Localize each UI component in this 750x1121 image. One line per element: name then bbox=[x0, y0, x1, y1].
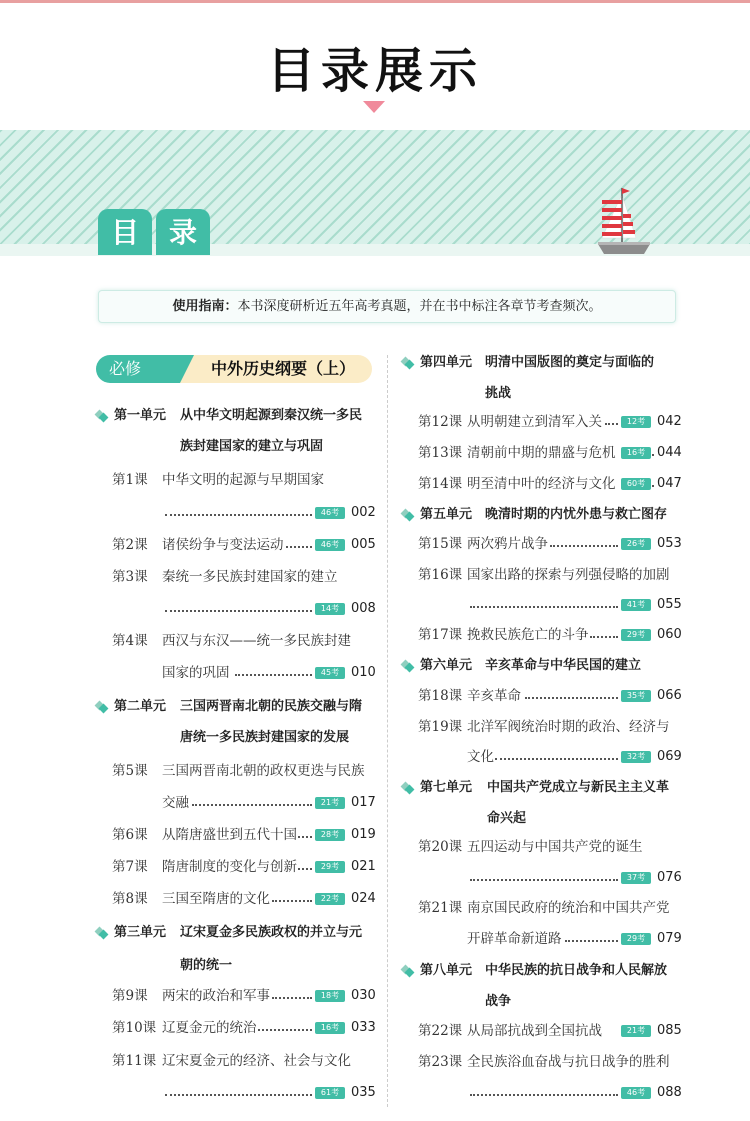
exam-count-badge: 32考 bbox=[621, 751, 651, 763]
unit-number: 第二单元 bbox=[114, 699, 167, 714]
lesson-title: 北洋军阀统治时期的政治、经济与 bbox=[467, 719, 670, 735]
page-number: 053 bbox=[657, 536, 682, 551]
lesson-title: 辽宋夏金元的经济、社会与文化 bbox=[162, 1053, 351, 1069]
dot-leader bbox=[272, 900, 312, 902]
exam-count-badge: 61考 bbox=[315, 1087, 345, 1099]
page-title: 目录展示 bbox=[266, 43, 483, 99]
exam-count-badge: 41考 bbox=[621, 599, 651, 611]
dot-leader bbox=[565, 940, 618, 942]
exam-count-badge: 29考 bbox=[315, 861, 345, 873]
lesson-number: 第17课 bbox=[418, 627, 463, 643]
lesson-number: 第18课 bbox=[418, 688, 463, 704]
lesson-title-cont: 开辟革命新道路 bbox=[467, 931, 562, 947]
lesson-title: 明至清中叶的经济与文化 bbox=[467, 476, 616, 492]
lesson-title: 挽救民族危亡的斗争 bbox=[467, 627, 589, 643]
dot-leader bbox=[470, 1094, 618, 1096]
page-number: 024 bbox=[351, 891, 376, 906]
sailboat-icon bbox=[592, 184, 654, 256]
lesson-number: 第14课 bbox=[418, 476, 463, 492]
lesson-number: 第16课 bbox=[418, 567, 463, 583]
unit-title-cont: 唐统一多民族封建国家的发展 bbox=[180, 730, 350, 745]
lesson-title: 隋唐制度的变化与创新 bbox=[162, 859, 297, 875]
diamond-bullet-icon bbox=[402, 358, 414, 370]
page-number: 033 bbox=[351, 1020, 376, 1035]
page-number: 069 bbox=[657, 749, 682, 764]
page-number: 085 bbox=[657, 1023, 682, 1038]
dot-leader bbox=[235, 674, 312, 676]
exam-count-badge: 46考 bbox=[621, 1087, 651, 1099]
lesson-number: 第12课 bbox=[418, 414, 463, 430]
exam-count-badge: 16考 bbox=[621, 447, 651, 459]
lesson-title: 从局部抗战到全国抗战 bbox=[467, 1023, 602, 1039]
lesson-title: 全民族浴血奋战与抗日战争的胜利 bbox=[467, 1054, 670, 1070]
lesson-number: 第3课 bbox=[112, 569, 148, 585]
unit-heading bbox=[96, 918, 386, 982]
exam-count-badge: 29考 bbox=[621, 629, 651, 641]
dot-leader bbox=[470, 879, 618, 881]
unit-title: 辽宋夏金多民族政权的并立与元 bbox=[180, 925, 363, 940]
page-number: 044 bbox=[657, 445, 682, 460]
unit-number: 第三单元 bbox=[114, 925, 167, 940]
unit-number: 第一单元 bbox=[114, 408, 167, 423]
exam-count-badge: 37考 bbox=[621, 872, 651, 884]
unit-heading bbox=[96, 401, 386, 465]
unit-title-cont: 族封建国家的建立与巩固 bbox=[180, 439, 324, 454]
exam-count-badge: 29考 bbox=[621, 933, 651, 945]
unit-title-cont: 挑战 bbox=[485, 386, 512, 401]
page-number: 047 bbox=[657, 476, 682, 491]
unit-title: 晚清时期的内忧外患与救亡图存 bbox=[485, 507, 668, 522]
lesson-title: 国家出路的探索与列强侵略的加剧 bbox=[467, 567, 670, 583]
lesson-title-cont: 文化 bbox=[467, 749, 494, 765]
lesson-title: 两宋的政治和军事 bbox=[162, 988, 270, 1004]
unit-number: 第五单元 bbox=[420, 507, 473, 522]
exam-count-badge: 28考 bbox=[315, 829, 345, 841]
unit-title: 辛亥革命与中华民国的建立 bbox=[485, 658, 642, 673]
lesson-title-cont: 国家的巩固 bbox=[162, 665, 230, 681]
exam-count-badge: 35考 bbox=[621, 690, 651, 702]
dot-leader bbox=[298, 836, 312, 838]
column-divider bbox=[387, 355, 388, 1107]
exam-count-badge: 21考 bbox=[315, 797, 345, 809]
lesson-number: 第4课 bbox=[112, 633, 148, 649]
lesson-number: 第9课 bbox=[112, 988, 148, 1004]
unit-heading bbox=[402, 956, 682, 1020]
lesson-number: 第10课 bbox=[112, 1020, 157, 1036]
unit-title: 从中华文明起源到秦汉统一多民 bbox=[180, 408, 363, 423]
lesson-number: 第13课 bbox=[418, 445, 463, 461]
section-book-title: 中外历史纲要（上） bbox=[194, 355, 372, 383]
page-number: 017 bbox=[351, 795, 376, 810]
toc-tab-lu: 录 bbox=[156, 209, 210, 255]
top-border bbox=[0, 0, 750, 3]
page-number: 010 bbox=[351, 665, 376, 680]
page-number: 066 bbox=[657, 688, 682, 703]
toc-tab-mu: 目 bbox=[98, 209, 152, 255]
dot-leader bbox=[165, 1094, 312, 1096]
lesson-title: 秦统一多民族封建国家的建立 bbox=[162, 569, 338, 585]
exam-count-badge: 16考 bbox=[315, 1022, 345, 1034]
diamond-bullet-icon bbox=[96, 702, 108, 714]
unit-title-cont: 战争 bbox=[485, 994, 512, 1009]
page-number: 076 bbox=[657, 870, 682, 885]
page-number: 055 bbox=[657, 597, 682, 612]
page-number: 002 bbox=[351, 505, 376, 520]
exam-count-badge: 45考 bbox=[315, 667, 345, 679]
dot-leader bbox=[525, 697, 618, 699]
lesson-number: 第20课 bbox=[418, 839, 463, 855]
page-number: 035 bbox=[351, 1085, 376, 1100]
dot-leader bbox=[495, 758, 618, 760]
lesson-number: 第15课 bbox=[418, 536, 463, 552]
lesson-title: 辽夏金元的统治 bbox=[162, 1020, 257, 1036]
page-number: 005 bbox=[351, 537, 376, 552]
lesson-number: 第1课 bbox=[112, 472, 148, 488]
diamond-bullet-icon bbox=[96, 411, 108, 423]
dot-leader bbox=[298, 868, 312, 870]
page-number: 088 bbox=[657, 1085, 682, 1100]
unit-title-cont: 命兴起 bbox=[487, 811, 527, 826]
exam-count-badge: 21考 bbox=[621, 1025, 651, 1037]
lesson-title: 两次鸦片战争 bbox=[467, 536, 548, 552]
lesson-title: 五四运动与中国共产党的诞生 bbox=[467, 839, 643, 855]
lesson-number: 第23课 bbox=[418, 1054, 463, 1070]
lesson-title: 诸侯纷争与变法运动 bbox=[162, 537, 284, 553]
lesson-number: 第5课 bbox=[112, 763, 148, 779]
page-number: 042 bbox=[657, 414, 682, 429]
lesson-number: 第11课 bbox=[112, 1053, 157, 1069]
diamond-bullet-icon bbox=[402, 510, 414, 522]
lesson-title: 西汉与东汉——统一多民族封建 bbox=[162, 633, 351, 649]
dot-leader bbox=[286, 546, 312, 548]
lesson-number: 第6课 bbox=[112, 827, 148, 843]
unit-heading bbox=[402, 348, 682, 412]
unit-number: 第七单元 bbox=[420, 780, 473, 795]
exam-count-badge: 18考 bbox=[315, 990, 345, 1002]
unit-number: 第八单元 bbox=[420, 963, 473, 978]
lesson-number: 第19课 bbox=[418, 719, 463, 735]
lesson-title: 三国两晋南北朝的政权更迭与民族 bbox=[162, 763, 365, 779]
lesson-title: 三国至隋唐的文化 bbox=[162, 891, 270, 907]
unit-number: 第四单元 bbox=[420, 355, 473, 370]
lesson-title: 中华文明的起源与早期国家 bbox=[162, 472, 324, 488]
lesson-title: 从明朝建立到清军入关 bbox=[467, 414, 602, 430]
dot-leader bbox=[165, 514, 312, 516]
unit-heading bbox=[96, 692, 386, 756]
unit-title-cont: 朝的统一 bbox=[180, 958, 233, 973]
usage-guide bbox=[98, 290, 676, 323]
guide-label: 使用指南： bbox=[172, 299, 238, 314]
page-number: 060 bbox=[657, 627, 682, 642]
lesson-title: 从隋唐盛世到五代十国 bbox=[162, 827, 297, 843]
exam-count-badge: 14考 bbox=[315, 603, 345, 615]
diamond-bullet-icon bbox=[402, 783, 414, 795]
dot-leader bbox=[165, 610, 312, 612]
exam-count-badge: 46考 bbox=[315, 507, 345, 519]
section-header bbox=[96, 355, 372, 383]
title-marker-icon bbox=[363, 101, 385, 113]
lesson-title-cont: 交融 bbox=[162, 795, 189, 811]
page-number: 019 bbox=[351, 827, 376, 842]
dot-leader bbox=[550, 545, 618, 547]
unit-heading bbox=[402, 773, 682, 837]
section-required-label: 必修 bbox=[96, 355, 206, 383]
lesson-number: 第21课 bbox=[418, 900, 463, 916]
diamond-bullet-icon bbox=[402, 966, 414, 978]
exam-count-badge: 26考 bbox=[621, 538, 651, 550]
dot-leader bbox=[590, 636, 618, 638]
lesson-number: 第8课 bbox=[112, 891, 148, 907]
exam-count-badge: 12考 bbox=[621, 416, 651, 428]
dot-leader bbox=[192, 804, 312, 806]
dot-leader bbox=[272, 997, 312, 999]
exam-count-badge: 46考 bbox=[315, 539, 345, 551]
page-number: 008 bbox=[351, 601, 376, 616]
exam-count-badge: 22考 bbox=[315, 893, 345, 905]
unit-title: 中华民族的抗日战争和人民解放 bbox=[485, 963, 668, 978]
diamond-bullet-icon bbox=[96, 928, 108, 940]
page-number: 030 bbox=[351, 988, 376, 1003]
lesson-number: 第22课 bbox=[418, 1023, 463, 1039]
unit-title: 三国两晋南北朝的民族交融与隋 bbox=[180, 699, 363, 714]
unit-title: 中国共产党成立与新民主主义革 bbox=[487, 780, 670, 795]
exam-count-badge: 60考 bbox=[621, 478, 651, 490]
dot-leader bbox=[605, 423, 618, 425]
lesson-number: 第2课 bbox=[112, 537, 148, 553]
lesson-title: 清朝前中期的鼎盛与危机 bbox=[467, 445, 616, 461]
lesson-number: 第7课 bbox=[112, 859, 148, 875]
unit-title: 明清中国版图的奠定与面临的 bbox=[485, 355, 655, 370]
page-number: 079 bbox=[657, 931, 682, 946]
lesson-title: 辛亥革命 bbox=[467, 688, 521, 704]
dot-leader bbox=[258, 1029, 312, 1031]
lesson-title: 南京国民政府的统治和中国共产党 bbox=[467, 900, 670, 916]
unit-number: 第六单元 bbox=[420, 658, 473, 673]
guide-text: 本书深度研析近五年高考真题，并在书中标注各章节考查频次。 bbox=[237, 299, 602, 314]
diamond-bullet-icon bbox=[402, 661, 414, 673]
page-number: 021 bbox=[351, 859, 376, 874]
dot-leader bbox=[470, 606, 618, 608]
